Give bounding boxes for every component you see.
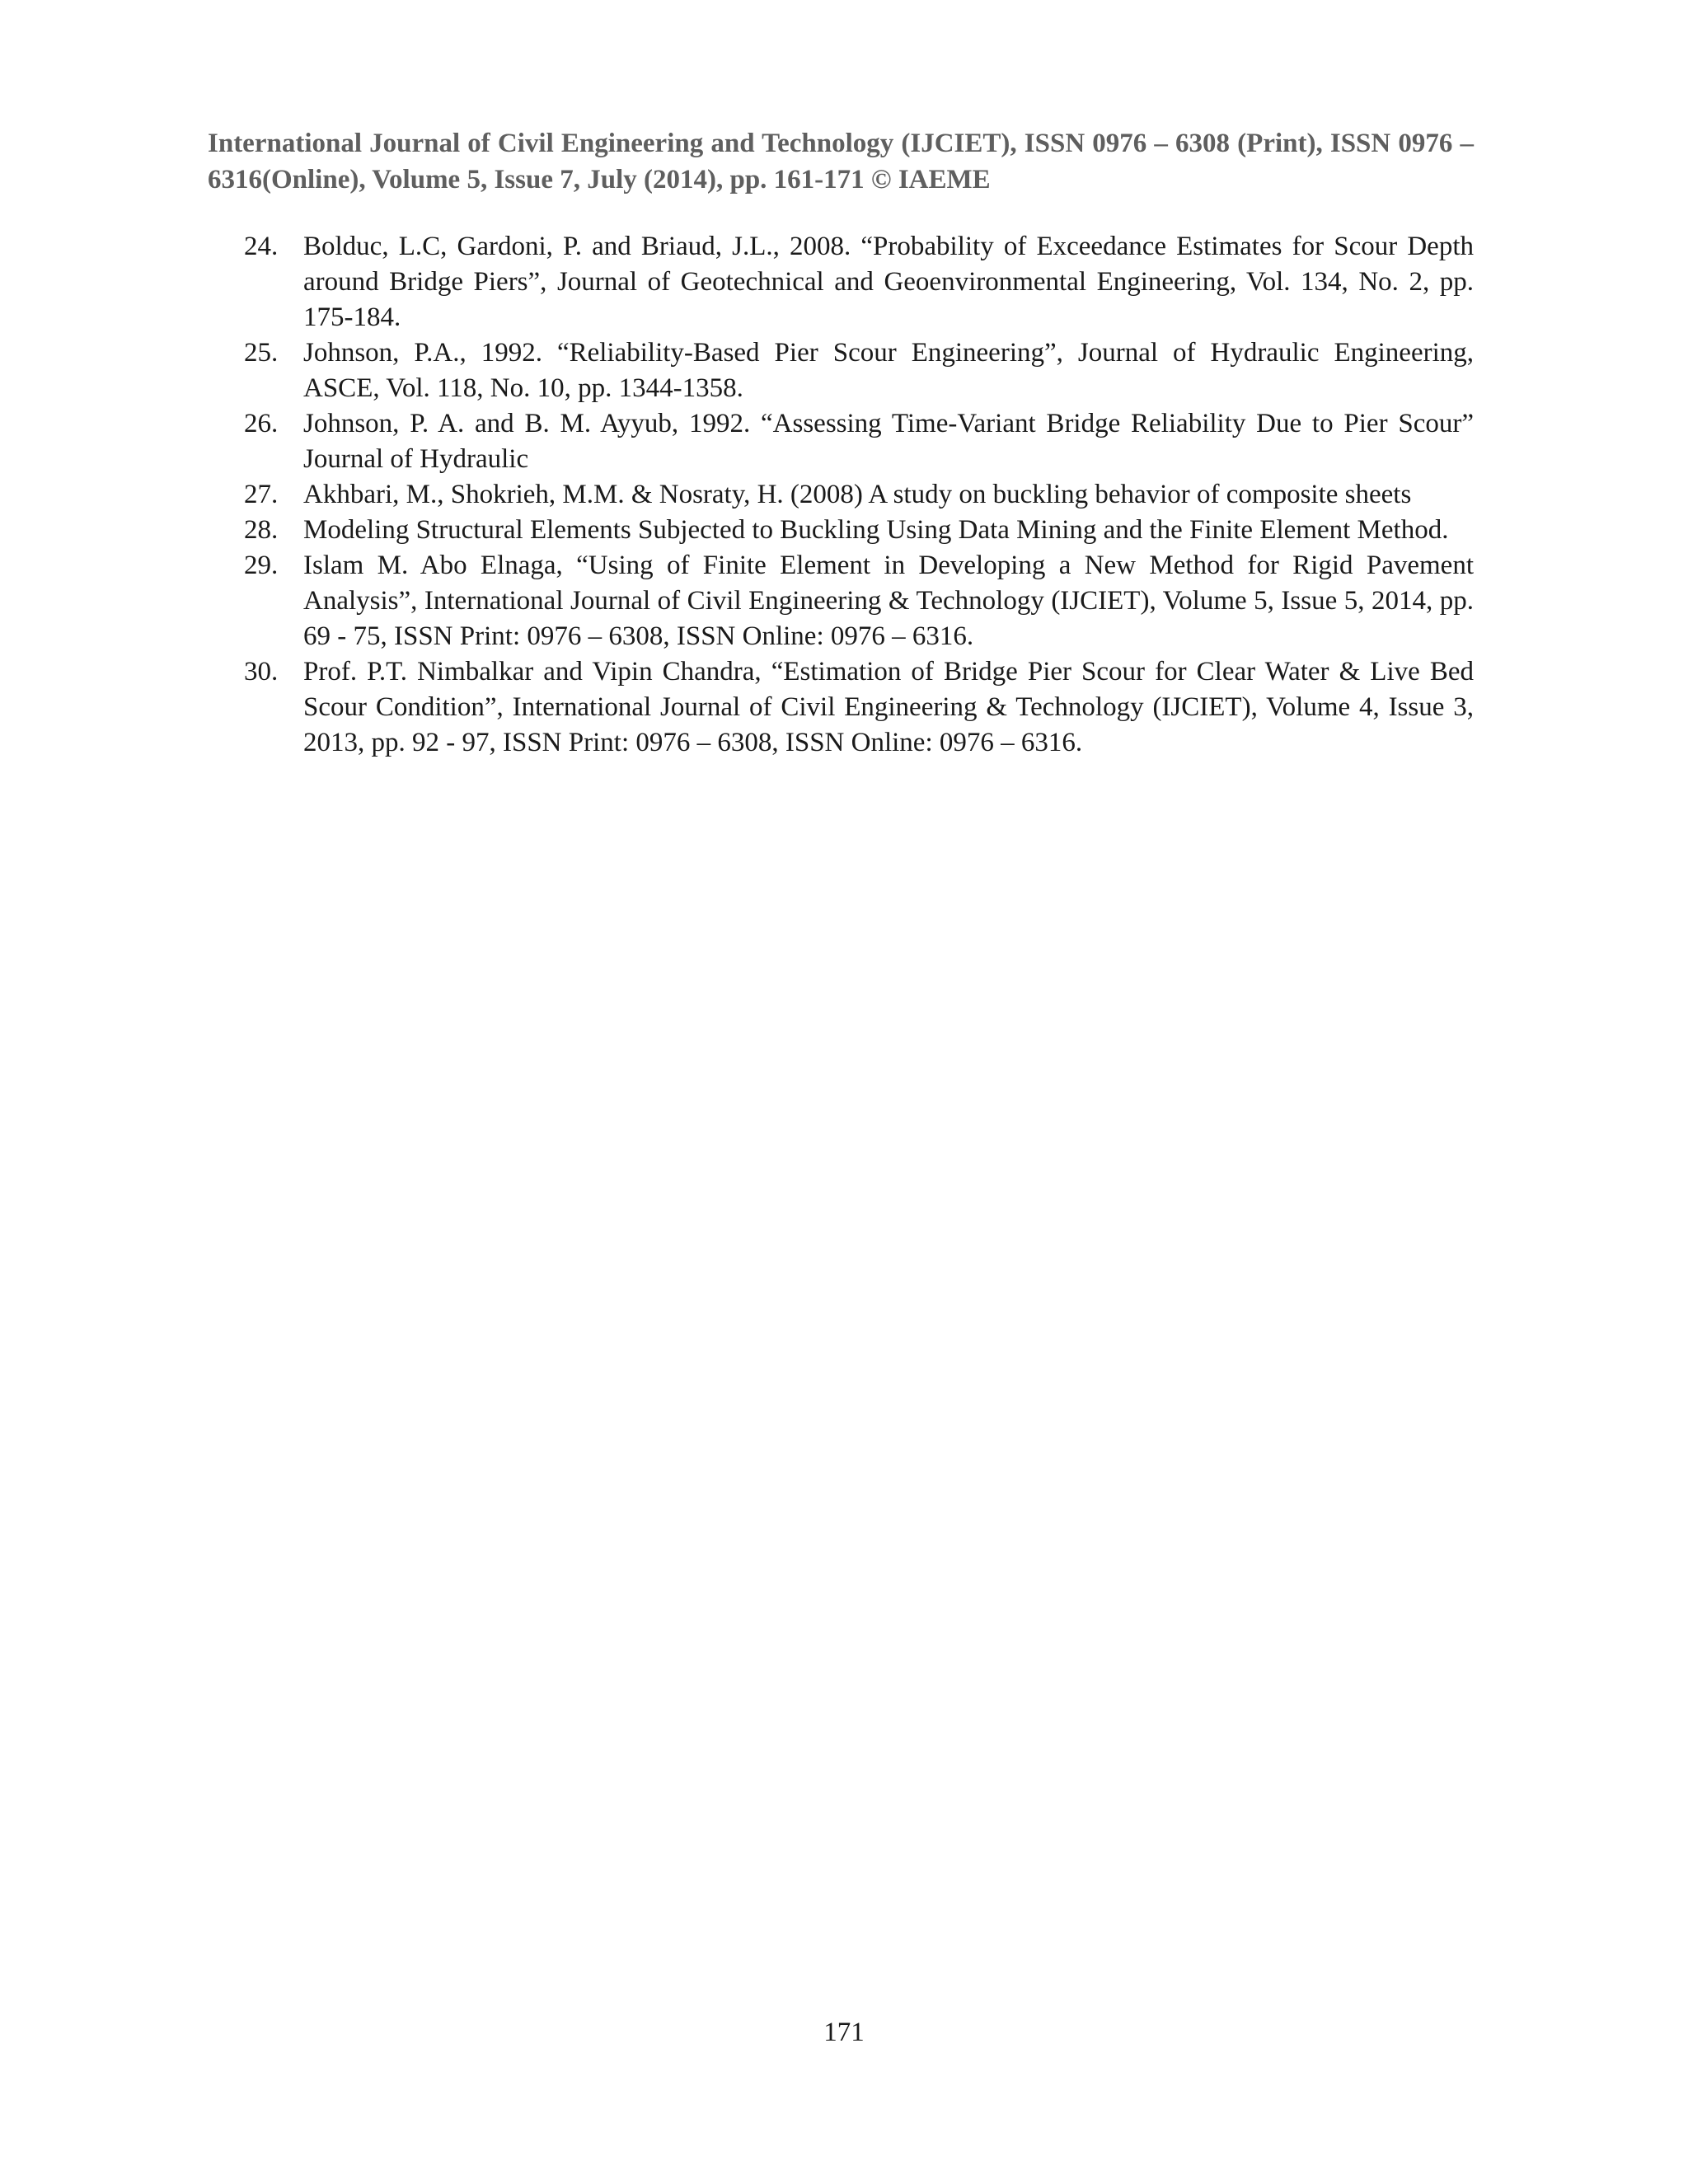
reference-number: 28. — [244, 515, 279, 545]
reference-number: 24. — [244, 232, 279, 261]
reference-number: 29. — [244, 551, 279, 580]
reference-number: 25. — [244, 338, 279, 368]
reference-text: Prof. P.T. Nimbalkar and Vipin Chandra, “Estimation of Bridge Pier Scour for Clear Water & Live Bed Scour Condition”, International Journal of Civil Engineering & Technology (IJCIET), Volume 4, Issue 3, 2013, pp. 92 - 97, ISSN Print: 0976 – 6308, ISSN Online: 0976 – 6316. — [303, 657, 1474, 757]
reference-number: 27. — [244, 480, 279, 509]
reference-item-26 — [224, 406, 1474, 477]
reference-item-25 — [224, 335, 1474, 406]
reference-item-29 — [224, 548, 1474, 654]
page-number: 171 — [823, 2018, 865, 2047]
reference-text: Islam M. Abo Elnaga, “Using of Finite Element in Developing a New Method for Rigid Pavement Analysis”, International Journal of Civil Engineering & Technology (IJCIET), Volume 5, Issue 5, 2014, pp. 69 - 75, ISSN Print: 0976 – 6308, ISSN Online: 0976 – 6316. — [303, 551, 1474, 651]
reference-text: Bolduc, L.C, Gardoni, P. and Briaud, J.L., 2008. “Probability of Exceedance Estimates for Scour Depth around Bridge Piers”, Journal of Geotechnical and Geoenvironmental Engineering, Vol. 134, No. 2, pp. 175-184. — [303, 232, 1474, 332]
reference-list — [224, 229, 1474, 761]
reference-text: Johnson, P. A. and B. M. Ayyub, 1992. “Assessing Time-Variant Bridge Reliability Due to Pier Scour” Journal of Hydraulic — [303, 409, 1474, 474]
reference-text: Modeling Structural Elements Subjected to Buckling Using Data Mining and the Finite Element Method. — [303, 515, 1449, 545]
reference-text: Akhbari, M., Shokrieh, M.M. & Nosraty, H. (2008) A study on buckling behavior of composite sheets — [303, 480, 1412, 509]
reference-number: 26. — [244, 409, 279, 438]
reference-item-24 — [224, 229, 1474, 335]
reference-item-27 — [224, 477, 1474, 513]
reference-item-30 — [224, 654, 1474, 761]
journal-header: International Journal of Civil Engineering and Technology (IJCIET), ISSN 0976 – 6308 (Print), ISSN 0976 – 6316(Online), Volume 5, Issue 7, July (2014), pp. 161-171 © IAEME — [208, 129, 1474, 194]
reference-number: 30. — [244, 657, 279, 687]
reference-item-28 — [224, 513, 1474, 548]
reference-text: Johnson, P.A., 1992. “Reliability-Based Pier Scour Engineering”, Journal of Hydraulic Engineering, ASCE, Vol. 118, No. 10, pp. 1344-1358. — [303, 338, 1474, 403]
